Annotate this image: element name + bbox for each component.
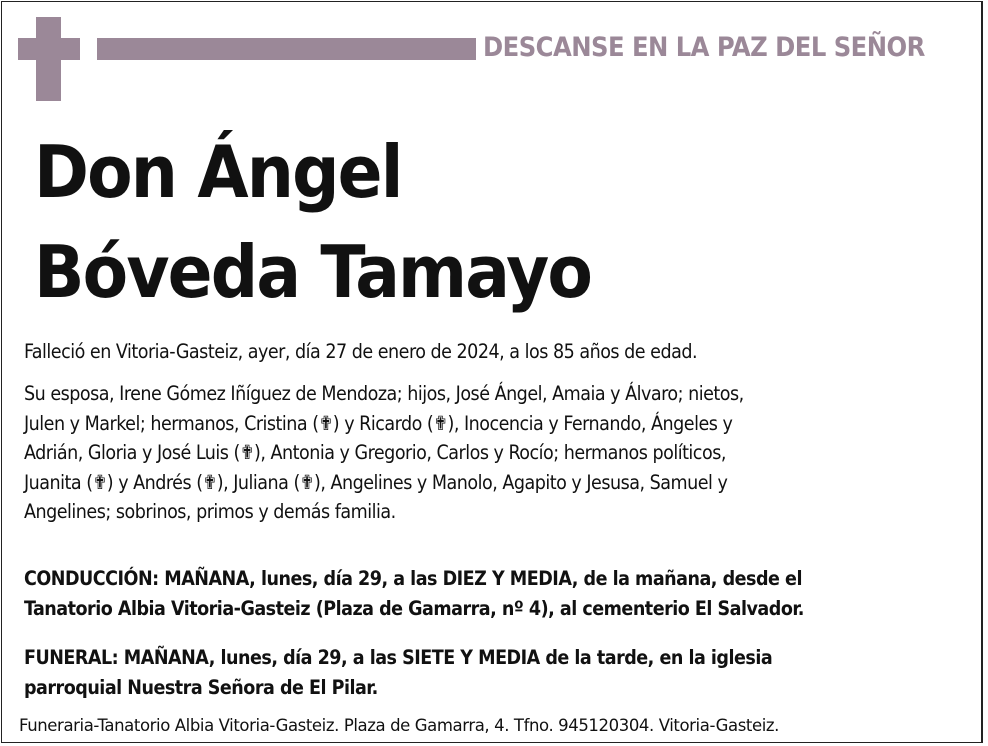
cross-icon-arm [18,38,80,60]
deceased-name-line2: Bóveda Tamayo [34,230,592,314]
header-rule [97,38,476,60]
family-line: Adrián, Gloria y José Luis (✟), Antonia y Gregorio, Carlos y Rocío; hermanos políticos, [24,441,726,464]
family-line: Angelines; sobrinos, primos y demás familia. [24,500,396,523]
family-line: Su esposa, Irene Gómez Iñíguez de Mendoza; hijos, José Ángel, Amaia y Álvaro; nietos, [24,382,744,405]
funeral-paragraph [24,643,944,702]
conduccion-paragraph [24,564,944,623]
funeral-line: parroquial Nuestra Señora de El Pilar. [24,675,378,699]
family-line: Juanita (✟) y Andrés (✟), Juliana (✟), Angelines y Manolo, Agapito y Jesusa, Samuel y [24,470,728,494]
family-line: Julen y Markel; hermanos, Cristina (✟) y Ricardo (✟), Inocencia y Fernando, Ángeles y [24,411,733,435]
conduccion-line: CONDUCCIÓN: MAÑANA, lunes, día 29, a las DIEZ Y MEDIA, de la mañana, desde el [24,567,802,590]
deceased-name-line1: Don Ángel [34,130,402,214]
family-paragraph [24,379,944,527]
death-text: Falleció en Vitoria-Gasteiz, ayer, día 27 de enero de 2024, a los 85 años de edad. [24,340,698,363]
motto-heading: DESCANSE EN LA PAZ DEL SEÑOR [483,32,925,63]
notice-frame [1,1,983,743]
funeral-line: FUNERAL: MAÑANA, lunes, día 29, a las SIETE Y MEDIA de la tarde, en la iglesia [24,646,773,669]
death-paragraph [24,337,944,367]
conduccion-line: Tanatorio Albia Vitoria-Gasteiz (Plaza de Gamarra, nº 4), al cementerio El Salvador. [24,596,804,620]
funeral-home-footer: Funeraria-Tanatorio Albia Vitoria-Gasteiz. Plaza de Gamarra, 4. Tfno. 945120304. Vitoria-Gasteiz. [19,716,780,735]
